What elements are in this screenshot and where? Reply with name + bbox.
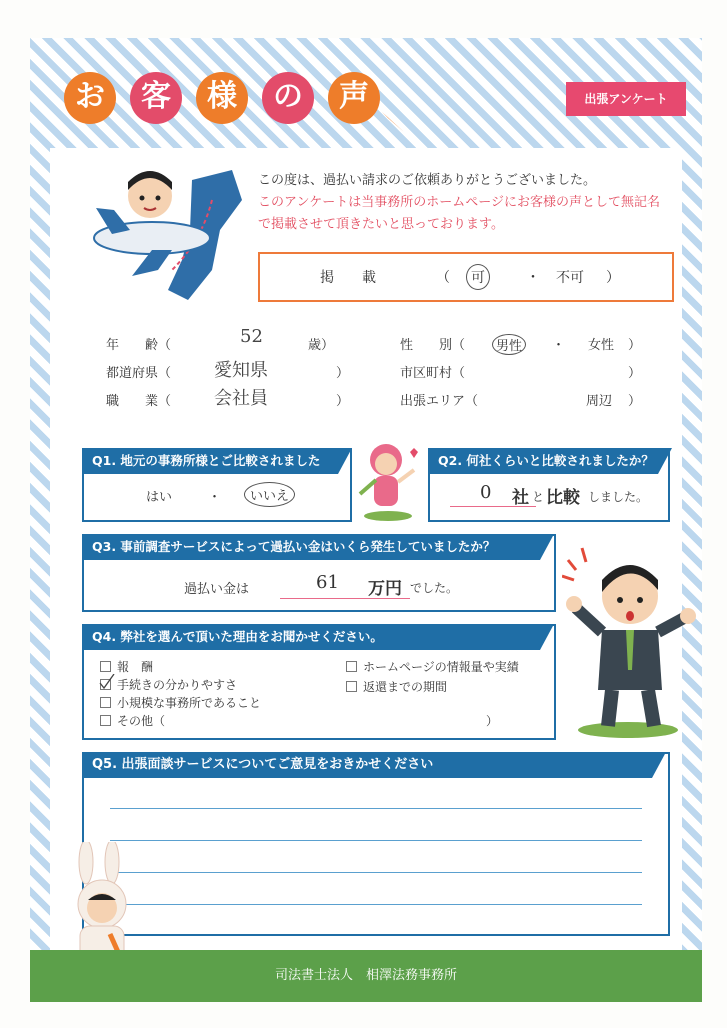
airplane-japan-illustration-icon	[92, 160, 252, 310]
q3-suffix: でした。	[410, 581, 459, 595]
answer-line	[110, 904, 642, 905]
sex-female[interactable]: 女性	[588, 338, 615, 353]
q1-no-circled[interactable]: いいえ	[244, 482, 295, 507]
title-char: 声	[328, 72, 380, 124]
option-label: その他（	[117, 714, 166, 728]
q2-box	[428, 448, 670, 522]
option-label: ホームページの情報量や実績	[363, 660, 519, 674]
area-label: 出張エリア（	[400, 394, 479, 409]
sex-male-circled[interactable]: 男性	[492, 334, 526, 355]
checkbox-checked[interactable]	[100, 679, 111, 690]
q5-box	[82, 752, 670, 936]
checkbox[interactable]	[346, 681, 357, 692]
q4-box	[82, 624, 556, 740]
speech-tail-icon	[382, 112, 406, 134]
checkbox[interactable]	[100, 697, 111, 708]
q3-prefix: 過払い金は	[184, 582, 250, 597]
q3-value[interactable]: 61	[316, 572, 339, 593]
age-label: 年 齢（	[106, 338, 172, 353]
footer-bar: 司法書士法人 相澤法務事務所	[30, 950, 702, 1002]
q1-yes[interactable]: はい	[146, 490, 173, 505]
q2-suffix: しました。	[588, 490, 649, 504]
q4-question: Q4. 弊社を選んで頂いた理由をお聞かせください。	[82, 624, 540, 650]
answer-line	[110, 808, 642, 809]
checkmark-icon	[99, 674, 115, 690]
title-char: の	[262, 72, 314, 124]
checkbox[interactable]	[346, 661, 357, 672]
q2-sha: 社	[512, 488, 529, 508]
answer-line	[110, 872, 642, 873]
permission-label: 掲 載	[320, 270, 376, 286]
checkbox[interactable]	[100, 715, 111, 726]
sex-label: 性 別（	[400, 338, 466, 353]
paren-open: （	[436, 270, 450, 286]
permission-ok-circled[interactable]: 可	[466, 264, 490, 290]
q3-question: Q3. 事前調査サービスによって過払い金はいくら発生していましたか？	[82, 534, 540, 560]
q3-unit: 万円	[368, 579, 402, 599]
girl-character-icon	[352, 438, 426, 522]
separator-dot: ・	[208, 490, 222, 505]
q5-question: Q5. 出張面談サービスについてご意見をおきかせください	[82, 752, 652, 778]
businessman-character-icon	[562, 540, 702, 740]
paren-close: ）	[606, 270, 620, 286]
paren-close: ）	[486, 714, 499, 728]
title-char: 客	[130, 72, 182, 124]
checkbox[interactable]	[100, 661, 111, 672]
checkbox-row[interactable]	[100, 676, 237, 693]
q2-hikaku: 比較	[546, 488, 580, 508]
answer-line	[110, 840, 642, 841]
city-label: 市区町村（	[400, 366, 466, 381]
intro-line: この度は、過払い請求のご依頼ありがとうございました。	[258, 173, 597, 188]
checkbox-row[interactable]	[100, 712, 165, 729]
paren-close: ）	[628, 338, 642, 353]
separator-dot: ・	[526, 270, 540, 286]
q3-box	[82, 534, 556, 612]
option-label: 手続きの分かりやすさ	[117, 678, 238, 692]
checkbox-row[interactable]	[346, 658, 519, 675]
option-label: 小規模な事務所であること	[117, 696, 262, 710]
intro-text	[258, 170, 660, 236]
area-suffix: 周辺	[586, 394, 613, 409]
prefecture-label: 都道府県（	[106, 366, 172, 381]
title-char: お	[64, 72, 116, 124]
age-value[interactable]: 52	[240, 326, 263, 347]
occupation-label: 職 業（	[106, 394, 172, 409]
option-label: 報 酬	[117, 660, 154, 674]
paren-close: ）	[336, 394, 350, 409]
prefecture-value[interactable]: 愛知県	[214, 360, 268, 381]
paren-close: ）	[628, 366, 642, 381]
title-char: 様	[196, 72, 248, 124]
q2-to: と	[532, 490, 545, 504]
separator-dot: ・	[552, 338, 566, 353]
q1-question: Q1. 地元の事務所様とご比較されましたか？	[82, 448, 338, 474]
checkbox-row[interactable]	[346, 678, 447, 695]
permission-ng[interactable]: 不可	[556, 270, 584, 286]
intro-line: このアンケートは当事務所のホームページにお客様の声として無記名	[258, 195, 660, 210]
q2-value[interactable]: 0	[480, 482, 492, 503]
survey-tag: 出張アンケート	[566, 82, 686, 116]
paren-close: ）	[336, 366, 350, 381]
checkbox-row[interactable]	[100, 694, 261, 711]
publication-permission-box	[258, 252, 674, 302]
intro-line: で掲載させて頂きたいと思っております。	[258, 217, 504, 232]
occupation-value[interactable]: 会社員	[214, 388, 268, 409]
q1-box	[82, 448, 352, 522]
checkbox-row[interactable]	[100, 658, 153, 675]
q2-question: Q2. 何社くらいと比較されましたか？	[428, 448, 658, 474]
option-label: 返還までの期間	[363, 680, 448, 694]
age-unit: 歳）	[308, 338, 335, 353]
paren-close: ）	[628, 394, 642, 409]
